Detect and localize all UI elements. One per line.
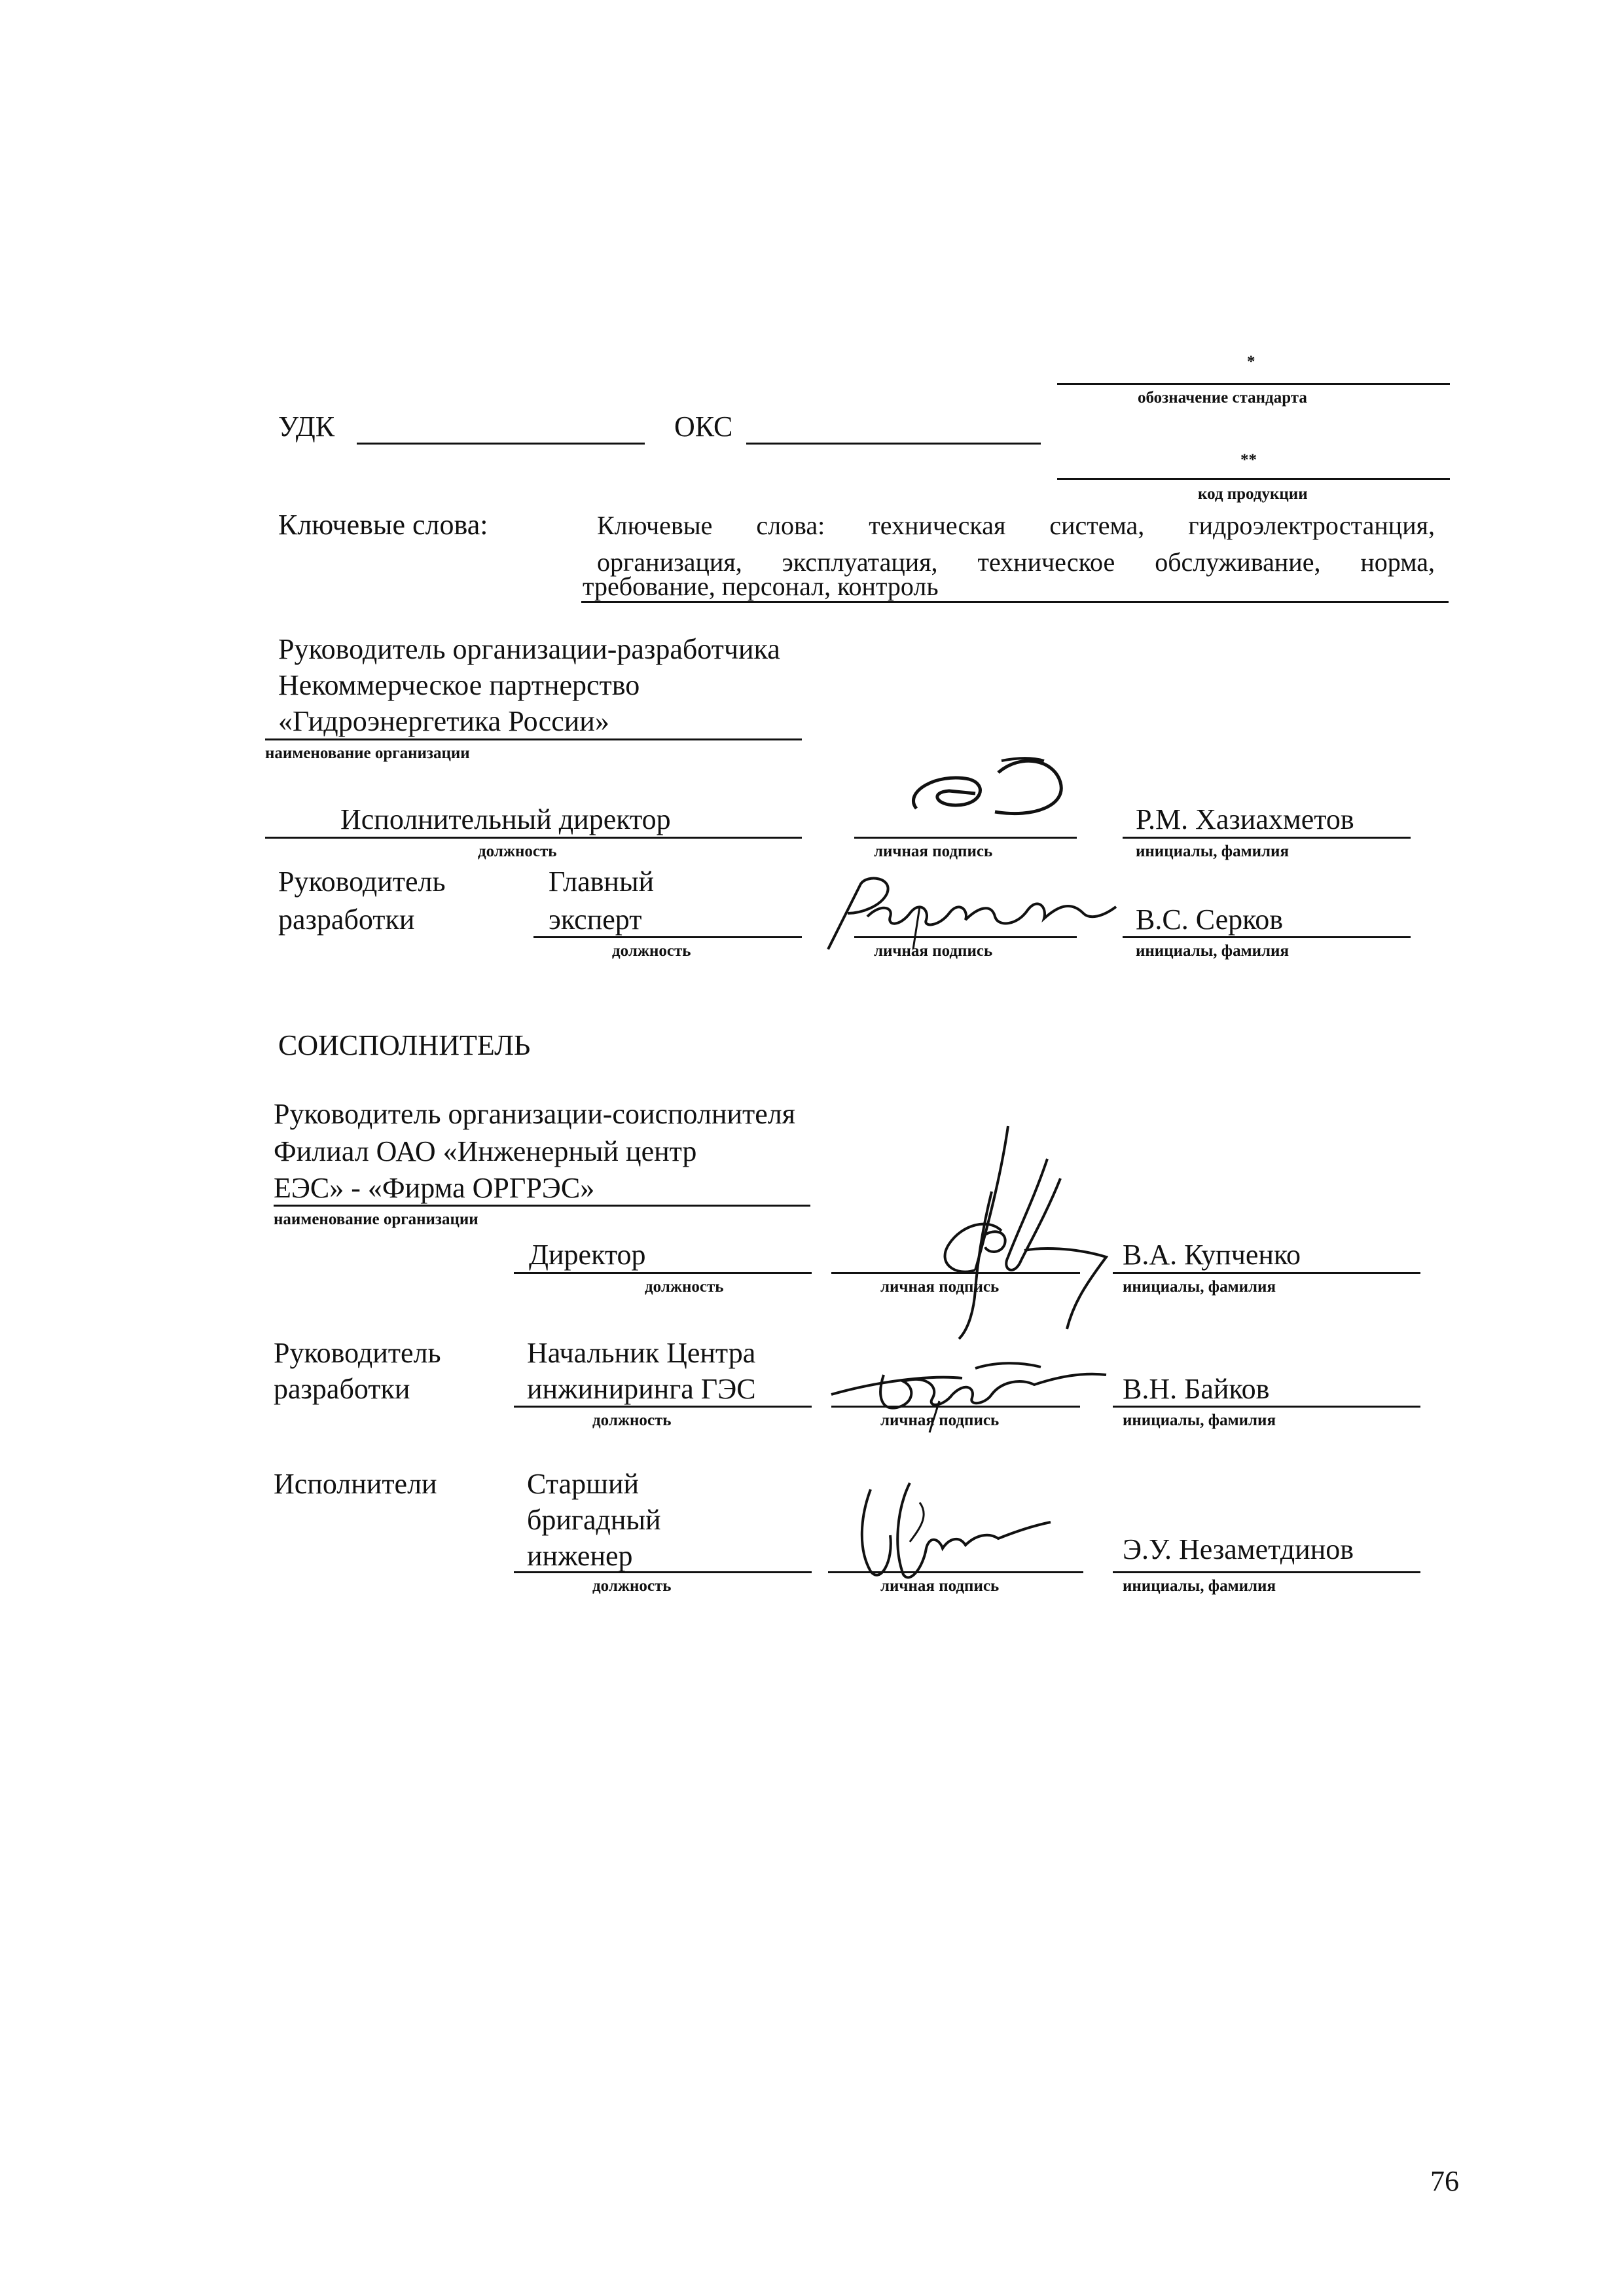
- developer-lead-position-1: Главный: [549, 866, 655, 898]
- coexecutor-director-name-caption: инициалы, фамилия: [1123, 1278, 1276, 1296]
- developer-director-signature-line: [854, 837, 1077, 839]
- developer-lead-name: В.С. Серков: [1136, 903, 1284, 936]
- developer-lead-position-line: [533, 936, 802, 938]
- coexecutor-lead-role-1: Руководитель: [274, 1337, 441, 1369]
- coexecutor-lead-name-caption: инициалы, фамилия: [1123, 1412, 1276, 1429]
- coexecutor-executor-name: Э.У. Незаметдинов: [1123, 1533, 1354, 1565]
- developer-director-position: Исполнительный директор: [340, 803, 671, 835]
- signature-khaziakhmetov: [890, 746, 1087, 831]
- developer-director-name: Р.М. Хазиахметов: [1136, 803, 1354, 835]
- udk-field-line: [357, 443, 645, 445]
- coexecutor-line-2: Филиал ОАО «Инженерный центр: [274, 1135, 697, 1167]
- coexecutor-executor-signature-caption: личная подпись: [880, 1577, 1000, 1595]
- developer-director-position-line: [265, 837, 802, 839]
- developer-director-signature-caption: личная подпись: [874, 843, 993, 860]
- coexecutor-lead-signature-caption: личная подпись: [880, 1412, 1000, 1429]
- coexecutor-lead-position-2: инжиниринга ГЭС: [527, 1373, 756, 1405]
- coexecutor-executor-position-2: бригадный: [527, 1504, 661, 1536]
- keywords-line-3: требование, персонал, контроль: [583, 572, 939, 601]
- developer-director-position-caption: должность: [478, 843, 557, 860]
- coexecutor-title: СОИСПОЛНИТЕЛЬ: [278, 1029, 531, 1061]
- coexecutor-line-3: ЕЭС» - «Фирма ОРГРЭС»: [274, 1172, 595, 1204]
- signature-serkov: [821, 867, 1123, 953]
- oks-field-line: [746, 443, 1041, 445]
- coexecutor-lead-name: В.Н. Байков: [1123, 1373, 1270, 1405]
- coexecutor-line-1: Руководитель организации-соисполнителя: [274, 1098, 795, 1130]
- developer-lead-name-caption: инициалы, фамилия: [1136, 942, 1289, 960]
- developer-lead-signature-line: [854, 936, 1077, 938]
- developer-director-name-caption: инициалы, фамилия: [1136, 843, 1289, 860]
- coexecutor-executors-role: Исполнители: [274, 1468, 437, 1500]
- developer-lead-signature-caption: личная подпись: [874, 942, 993, 960]
- oks-label: ОКС: [674, 410, 733, 443]
- coexecutor-lead-position-line: [514, 1406, 812, 1408]
- developer-lead-name-line: [1123, 936, 1411, 938]
- coexecutor-director-position: Директор: [529, 1239, 646, 1271]
- coexecutor-executor-position-line: [514, 1571, 812, 1573]
- keywords-line-2: организация, эксплуатация, техническое обслуживание, норма,: [597, 547, 1435, 577]
- coexecutor-executor-position-caption: должность: [592, 1577, 672, 1595]
- udk-label: УДК: [278, 410, 335, 443]
- coexecutor-director-signature-line: [831, 1272, 1080, 1274]
- coexecutor-director-name: В.А. Купченко: [1123, 1239, 1301, 1271]
- coexecutor-executor-position-1: Старший: [527, 1468, 640, 1500]
- product-caption: код продукции: [1198, 485, 1308, 503]
- developer-org-caption: наименование организации: [265, 744, 470, 762]
- standard-mark: *: [1247, 353, 1255, 371]
- product-field-line: [1057, 478, 1450, 480]
- keywords-line-1: Ключевые слова: техническая система, гидроэлектростанция,: [597, 511, 1435, 540]
- coexecutor-executor-name-line: [1113, 1571, 1420, 1573]
- signature-kupchenko: [877, 1120, 1113, 1342]
- coexecutor-director-name-line: [1113, 1272, 1420, 1274]
- standard-caption: обозначение стандарта: [1138, 389, 1307, 407]
- coexecutor-org-caption: наименование организации: [274, 1211, 478, 1228]
- coexecutor-director-signature-caption: личная подпись: [880, 1278, 1000, 1296]
- coexecutor-lead-position-caption: должность: [592, 1412, 672, 1429]
- keywords-underline: [581, 601, 1449, 603]
- coexecutor-lead-role-2: разработки: [274, 1373, 410, 1405]
- developer-line-2: Некоммерческое партнерство: [278, 669, 640, 701]
- coexecutor-executor-position-3: инженер: [527, 1540, 633, 1572]
- coexecutor-director-position-caption: должность: [645, 1278, 724, 1296]
- standard-field-line: [1057, 383, 1450, 385]
- coexecutor-director-position-line: [514, 1272, 812, 1274]
- coexecutor-executor-name-caption: инициалы, фамилия: [1123, 1577, 1276, 1595]
- developer-lead-role-1: Руководитель: [278, 866, 446, 898]
- product-mark: **: [1240, 451, 1257, 469]
- keywords-label: Ключевые слова:: [278, 509, 488, 541]
- developer-lead-position-2: эксперт: [549, 903, 642, 936]
- developer-lead-position-caption: должность: [612, 942, 691, 960]
- coexecutor-org-line: [274, 1205, 810, 1207]
- coexecutor-lead-position-1: Начальник Центра: [527, 1337, 756, 1369]
- developer-line-3: «Гидроэнергетика России»: [278, 705, 609, 737]
- developer-director-name-line: [1123, 837, 1411, 839]
- developer-line-1: Руководитель организации-разработчика: [278, 633, 780, 665]
- page-number: 76: [1430, 2165, 1459, 2197]
- developer-org-line: [265, 738, 802, 740]
- developer-lead-role-2: разработки: [278, 903, 415, 936]
- coexecutor-lead-signature-line: [831, 1406, 1080, 1408]
- coexecutor-lead-name-line: [1113, 1406, 1420, 1408]
- coexecutor-executor-signature-line: [828, 1571, 1083, 1573]
